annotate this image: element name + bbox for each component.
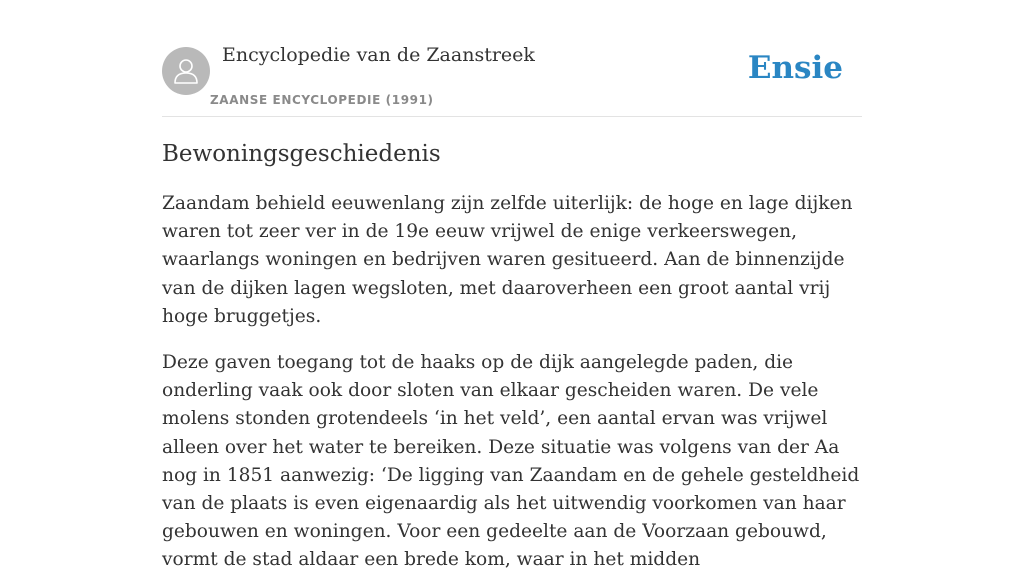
user-silhouette-icon [171, 56, 201, 86]
article-title: Bewoningsgeschiedenis [162, 141, 441, 167]
article-paragraph: Zaandam behield eeuwenlang zijn zelfde uiterlijk: de hoge en lage dijken waren tot zeer ver in de 19e eeuw vrijwel de enige verkeerswegen, waarlangs woningen en bedrijven waren gesitueerd. Aan de binnenzijde van de dijken lagen wegsloten, met daaroverheen een groot aantal vrij hoge bruggetjes. [162, 193, 853, 327]
brand-logo[interactable]: Ensie [747, 50, 843, 86]
article-paragraph: Deze gaven toegang tot de haaks op de dijk aangelegde paden, die onderling vaak ook door sloten van elkaar gescheiden waren. De vele molens stonden grotendeels ‘in het veld’, een aantal ervan was vrijwel alleen over het water te bereiken. Deze situatie was volgens van der Aa nog in 1851 aanwezig: ‘De ligging van Zaandam en de gehele gesteldheid van de plaats is even eigenaardig als het uitwendig voorkomen van haar gebouwen en woningen. Voor een gedeelte aan de Voorzaan gebouwd, vormt de stad aldaar een brede kom, waar in het midden [162, 352, 860, 571]
article [162, 138, 862, 575]
source-header [162, 0, 862, 117]
source-title[interactable]: Encyclopedie van de Zaanstreek [222, 44, 535, 66]
avatar[interactable] [162, 47, 210, 95]
source-subtitle: ZAANSE ENCYCLOPEDIE (1991) [210, 93, 434, 107]
